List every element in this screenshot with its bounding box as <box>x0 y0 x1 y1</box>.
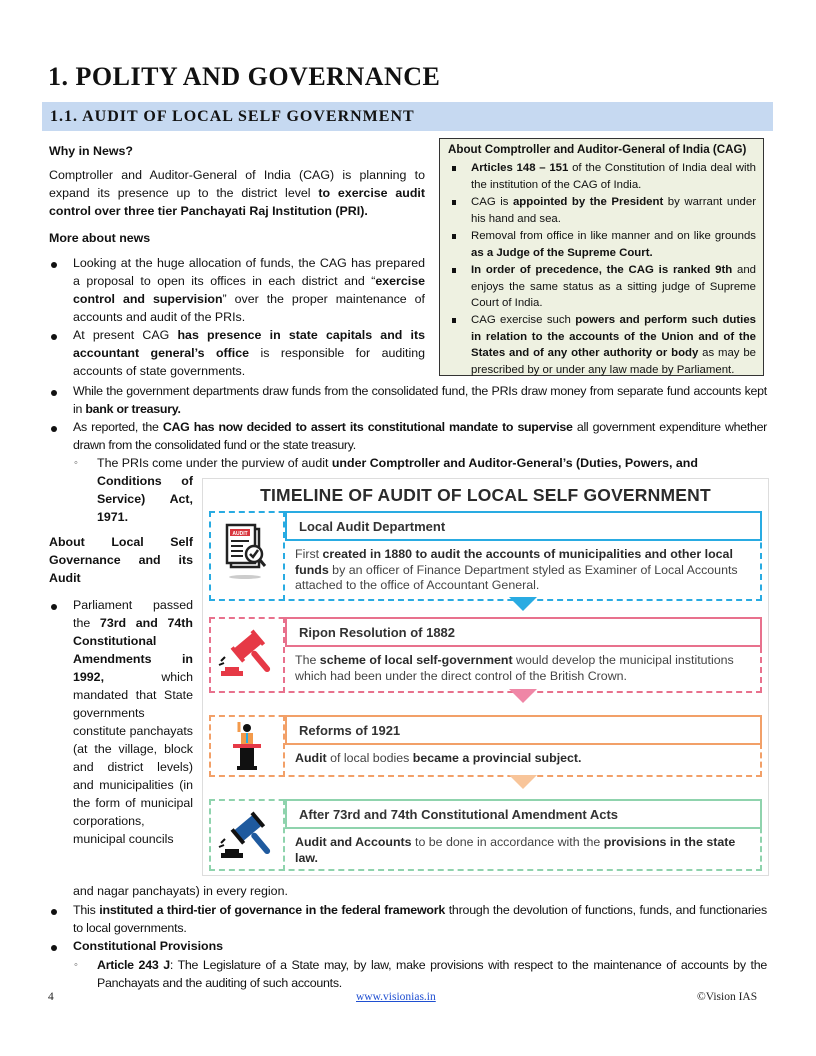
lsg-bullet-2: This instituted a third-tier of governance in the federal framework through the devolution of functions, funds, and functionaries to local governments. <box>73 903 767 935</box>
timeline-step-body: Audit of local bodies became a provincial subject. <box>295 751 582 765</box>
news-sub-bullet-line1: The PRIs come under the purview of audit under Comptroller and Auditor-General’s (Duties, Powers, and <box>97 456 698 470</box>
bullet-icon <box>452 200 456 205</box>
gavel-icon <box>215 809 279 865</box>
news-sub-bullet-line2: Conditions of Service) Act, <box>97 474 193 506</box>
bullet-icon <box>51 262 57 268</box>
cag-info-item: CAG is appointed by the President by warrant under his hand and sea. <box>471 196 756 225</box>
lsg-bullet-1-tail: and nagar panchayats) in every region. <box>73 884 288 898</box>
timeline-step-ripon-resolution <box>209 617 762 693</box>
cag-info-item: In order of precedence, the CAG is ranked 9th and enjoys the same status as a sitting judge of Supreme Court of India. <box>471 264 757 310</box>
timeline-title: TIMELINE OF AUDIT OF LOCAL SELF GOVERNMENT <box>260 485 711 505</box>
timeline-step-body: Audit and Accounts to be done in accordance with the provisions in the state law. <box>295 835 736 865</box>
cag-info-item: Articles 148 – 151 of the Constitution of India deal with the institution of the CAG of India. <box>471 162 757 191</box>
news-bullet-2: At present CAG has presence in state capitals and its accountant general’s office is responsible for auditing accounts of state governments. <box>73 328 425 378</box>
timeline-step-body: First created in 1880 to audit the accounts of municipalities and other local funds by an officer of Finance Department styled as Examiner of Local Accounts attached to the office of Accountant General. <box>295 547 738 592</box>
timeline-step-heading: Local Audit Department <box>285 511 762 541</box>
timeline-step-heading: Ripon Resolution of 1882 <box>285 617 762 647</box>
bullet-icon <box>51 909 57 915</box>
cag-info-title: About Comptroller and Auditor-General of India (CAG) <box>448 143 747 156</box>
timeline-step-73rd-74th-amendments <box>209 799 762 871</box>
timeline-infographic <box>202 478 769 876</box>
sub-bullet-icon: ◦ <box>74 959 78 971</box>
news-bullet-3: While the government departments draw funds from the consolidated fund, the PRIs draw money from separate fund accounts kept in bank or treasury. <box>73 384 767 416</box>
bullet-icon <box>51 426 57 432</box>
bullet-icon <box>452 166 456 171</box>
bullet-icon <box>452 268 456 273</box>
lsg-sub-article-243j: Article 243 J: The Legislature of a State may, by law, make provisions with respect to the maintenance of accounts by the Panchayats and the auditing of such accounts. <box>97 958 767 990</box>
cag-info-box <box>439 138 764 376</box>
local-self-governance-heading: About Local Self Governance and its Audit <box>49 535 193 585</box>
why-in-news-text: Comptroller and Auditor-General of India (CAG) is planning to expand its presence up to the district level to exercise audit control over three tier Panchayati Raj Institution (PRI). <box>49 168 425 218</box>
bullet-icon <box>51 334 57 340</box>
timeline-step-reforms-1921 <box>209 715 762 777</box>
down-arrow-icon <box>509 775 537 789</box>
audit-document-icon <box>217 521 277 591</box>
lsg-bullet-3: Constitutional Provisions <box>73 939 224 953</box>
lsg-bullet-1-narrow: Parliament passed the 73rd and 74th Constitutional Amendments in 1992, which mandated that State governments constitute panchayats (at the village, block and district levels) and municipalities (in the form of municipal corporations, municipal councils <box>73 598 193 846</box>
sub-bullet-icon: ◦ <box>74 457 78 469</box>
page-number: 4 <box>48 991 54 1003</box>
down-arrow-icon <box>509 597 537 611</box>
svg-text:AUDIT: AUDIT <box>232 531 248 537</box>
bullet-icon <box>452 234 456 239</box>
news-sub-bullet-line3: 1971. <box>97 510 129 524</box>
copyright: ©Vision IAS <box>697 991 758 1003</box>
timeline-step-local-audit-department <box>209 511 762 601</box>
bullet-icon <box>51 604 57 610</box>
news-bullet-4: As reported, the CAG has now decided to assert its constitutional mandate to supervise all government expenditure whether drawn from the consolidated fund or the state treasury. <box>73 420 768 452</box>
chapter-title: 1. POLITY AND GOVERNANCE <box>48 62 441 91</box>
cag-info-item: CAG exercise such powers and perform such duties in relation to the accounts of the Union and of the States and of any other authority or body as may be prescribed by or under any law made by Parliament. <box>471 314 756 376</box>
podium-speaker-icon <box>227 718 267 774</box>
news-bullet-1: Looking at the huge allocation of funds, the CAG has prepared a proposal to open its offices in each district and “exercise control and supervision” over the proper maintenance of accounts and audit of the PRIs. <box>73 256 425 324</box>
bullet-icon <box>452 318 456 323</box>
why-in-news-heading: Why in News? <box>49 144 133 158</box>
timeline-step-heading: After 73rd and 74th Constitutional Amendment Acts <box>285 799 762 829</box>
timeline-step-body: The scheme of local self-government would develop the municipal institutions which had been under the direct control of the British Crown. <box>295 653 734 683</box>
website-link[interactable]: www.visionias.in <box>356 991 436 1003</box>
more-about-news-heading: More about news <box>49 231 151 245</box>
cag-info-item: Removal from office in like manner and on like grounds as a Judge of the Supreme Court. <box>471 230 756 259</box>
bullet-icon <box>51 945 57 951</box>
timeline-step-heading: Reforms of 1921 <box>285 715 762 745</box>
gavel-icon <box>215 627 279 683</box>
bullet-icon <box>51 390 57 396</box>
section-title: 1.1. AUDIT OF LOCAL SELF GOVERNMENT <box>50 108 415 125</box>
down-arrow-icon <box>509 689 537 703</box>
